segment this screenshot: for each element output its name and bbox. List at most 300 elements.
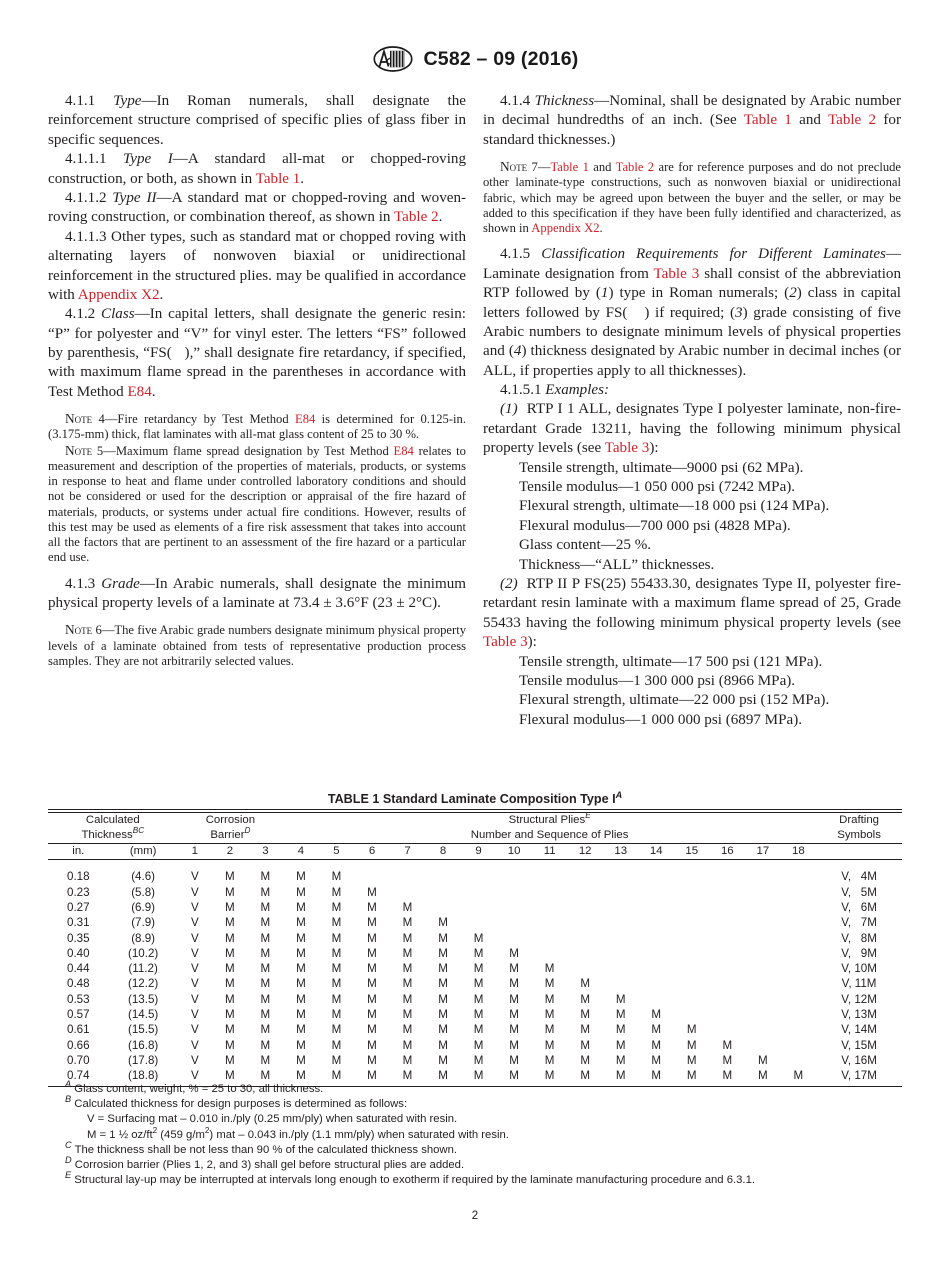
cell-ply-17 (745, 860, 781, 885)
cell-ply-3: M (260, 870, 271, 884)
cell-ply-11 (532, 946, 568, 961)
cell-ply-12: M (580, 992, 590, 1006)
note-6-text: —The five Arabic grade numbers designate minimum physical property levels of a laminate obtained from tests of representative production process samples. They are not arbitrarily selected values. (48, 623, 466, 668)
cell-ply-10: M (509, 1053, 519, 1067)
footnote-E: $^E$ Structural lay-up may be interrupted at intervals long enough to exotherm if required by the laminate manufacturing procedure and 6.3.1. (65, 1170, 755, 1187)
cell-ply-1: V (190, 1008, 199, 1021)
paragraph-4-1-5: 4.1.5 Classification Requirements for Different Laminates—Laminate designation from Table 3 shall consist of the abbreviation RTP followed by (1) type in Roman numerals; (2) class in capital letters followed by FS( ) if required; (3) grade consisting of five Arabic numbers to designate minimum levels of physical properties and (4) thickness designated by Arabic number in decimal inches (or ALL, if properties apply to all thicknesses). (483, 246, 901, 379)
cell-ply-16 (710, 976, 746, 991)
footnote-sub-3: M = 1 ½ $oz/ft^2$ (459 $g/m^2$) mat – 0.043 in./ply (1.1 mm/ply) when saturated with resin. (87, 1125, 509, 1141)
cell-ply-3: M (260, 962, 271, 976)
cell-thickness-mm: (7.9) (131, 916, 156, 930)
cell-ply-6: M (367, 1038, 377, 1052)
cell-ply-3: M (260, 992, 271, 1006)
cell-ply-12 (567, 946, 603, 961)
cell-drafting-symbol: V, 9M (841, 946, 877, 960)
table-column-header-row (48, 844, 902, 860)
cell-ply-1: V (190, 946, 199, 960)
table-1-container (48, 789, 902, 1090)
group-calculated-label: Calculated (85, 814, 140, 827)
cell-ply-10: M (509, 946, 519, 960)
cell-thickness-mm: (4.6) (131, 870, 156, 884)
cell-ply-5: M (331, 1053, 342, 1067)
col-header-ply-15: 15 (685, 845, 699, 858)
cell-ply-7: M (402, 931, 413, 945)
cell-thickness-in: 0.61 (67, 1023, 90, 1037)
col-header-ply-11: 11 (543, 845, 556, 858)
cell-ply-9: M (473, 1038, 484, 1052)
cell-ply-14: M (651, 1053, 662, 1067)
cell-thickness-mm: (12.2) (127, 977, 159, 991)
xref-table-1-c[interactable]: Table 1 (550, 160, 589, 175)
cell-thickness-mm: (10.2) (127, 946, 159, 960)
cell-ply-3: M (260, 1053, 271, 1067)
cell-ply-4: M (296, 916, 306, 930)
cell-thickness-mm: (8.9) (131, 931, 156, 945)
cell-ply-9: M (473, 1069, 484, 1083)
cell-ply-17 (745, 900, 781, 915)
cell-thickness-mm: (18.8) (127, 1069, 159, 1083)
cell-ply-13 (603, 961, 639, 976)
cell-drafting-symbol: V, 15M (841, 1038, 877, 1052)
footnote-sub-2: V = Surfacing mat – 0.010 in./ply (0.25 mm/ply) when saturated with resin. (87, 1113, 458, 1126)
table-row (48, 900, 902, 915)
cell-ply-17: M (757, 1069, 768, 1083)
xref-table-1[interactable]: Table 1 (255, 170, 301, 187)
cell-ply-9: M (473, 931, 484, 945)
xref-table-1-b[interactable]: Table 1 (743, 112, 792, 129)
cell-ply-10 (496, 860, 532, 885)
cell-ply-13: M (615, 1008, 626, 1021)
footnote-mark-A: A (65, 1079, 72, 1090)
cell-thickness-in: 0.66 (67, 1038, 90, 1052)
cell-ply-1: V (190, 870, 199, 884)
cell-ply-9: M (473, 946, 484, 960)
cell-ply-13 (603, 915, 639, 930)
cell-ply-7: M (402, 962, 413, 976)
xref-e84-2[interactable]: E84 (295, 412, 316, 427)
cell-ply-14: M (651, 1008, 662, 1021)
cell-ply-11 (532, 900, 568, 915)
cell-thickness-in: 0.27 (67, 900, 90, 914)
cell-drafting-symbol: V, 13M (841, 1008, 877, 1021)
cell-thickness-mm: (14.5) (127, 1008, 159, 1021)
cell-ply-10: M (509, 1069, 519, 1083)
cell-thickness-in: 0.57 (67, 1008, 90, 1021)
cell-ply-12: M (580, 1038, 590, 1052)
group-symbols-label: Symbols (837, 829, 881, 842)
cell-ply-15 (674, 885, 710, 900)
cell-thickness-in: 0.44 (67, 962, 90, 976)
cell-ply-10: M (509, 1023, 519, 1037)
cell-ply-16 (710, 1007, 746, 1022)
cell-ply-13: M (615, 1053, 626, 1067)
xref-e84-3[interactable]: E84 (393, 443, 414, 458)
document-title: C582 – 09 (2016) (423, 47, 579, 70)
cell-ply-11: M (544, 1053, 555, 1067)
table-row (48, 946, 902, 961)
cell-ply-4: M (296, 1069, 306, 1083)
cell-thickness-mm: (6.9) (131, 900, 156, 914)
cell-ply-12: M (580, 1023, 590, 1037)
cell-ply-12: M (580, 1069, 590, 1083)
cell-ply-18 (781, 1022, 817, 1037)
cell-ply-12 (567, 860, 603, 885)
cell-ply-13 (603, 976, 639, 991)
cell-ply-15: M (686, 1038, 697, 1052)
cell-ply-3: M (260, 931, 271, 945)
cell-ply-2: M (225, 962, 235, 976)
cell-ply-6: M (367, 1023, 377, 1037)
cell-drafting-symbol: V, 5M (841, 885, 877, 899)
col-header-ply-3: 3 (262, 845, 269, 858)
cell-ply-3: M (260, 916, 271, 930)
cell-ply-2: M (225, 1038, 235, 1052)
cell-ply-17 (745, 1007, 781, 1022)
cell-ply-15 (674, 900, 710, 915)
cell-ply-9 (461, 885, 497, 900)
paragraph-4-1-2: 4.1.2 Class—In capital letters, shall designate the generic resin: “P” for polyester and “V” for vinyl ester. The letters “FS” followed by parenthesis, “FS( ),” shall designate fire retardancy, if specified, with maximum flame spread in the parentheses in accordance with Test Method E84. (48, 306, 466, 400)
table-row (48, 885, 902, 900)
cell-drafting-symbol: V, 11M (841, 977, 877, 991)
cell-ply-4: M (296, 1008, 306, 1021)
cell-drafting-symbol: V, 10M (841, 962, 877, 976)
cell-ply-18: M (793, 1069, 804, 1083)
cell-thickness-in: 0.74 (67, 1069, 90, 1083)
left-text-column (48, 92, 466, 669)
cell-ply-2: M (225, 870, 235, 884)
footnote-mark-E: E (65, 1170, 72, 1181)
cell-ply-11: M (544, 992, 555, 1006)
cell-ply-14: M (651, 1023, 662, 1037)
cell-ply-17 (745, 992, 781, 1007)
footnote-A: $^A$ Glass content, weight, % = 25 to 30, all thickness. (65, 1079, 324, 1095)
cell-thickness-in: 0.48 (67, 977, 90, 991)
cell-ply-10: M (509, 1008, 519, 1021)
cell-ply-3: M (260, 1023, 271, 1037)
cell-ply-15 (674, 992, 710, 1007)
cell-ply-2: M (225, 900, 235, 914)
astm-logo-icon (372, 44, 414, 74)
cell-ply-17: M (757, 1053, 768, 1067)
cell-ply-8: M (438, 992, 448, 1006)
cell-ply-15 (674, 946, 710, 961)
cell-ply-18 (781, 1007, 817, 1022)
cell-ply-8 (425, 885, 461, 900)
example-1: (1) RTP I 1 ALL, designates Type I polyester laminate, non-fire-retardant Grade 13211, having the following minimum physical property levels (see Table 3): (483, 401, 901, 457)
cell-ply-6: M (367, 977, 377, 991)
cell-thickness-in: 0.23 (67, 885, 90, 899)
cell-ply-16 (710, 992, 746, 1007)
paragraph-4-1-1 (48, 92, 466, 150)
cell-ply-6 (354, 860, 390, 885)
cell-ply-18 (781, 946, 817, 961)
cell-ply-5: M (331, 885, 342, 899)
cell-ply-18 (781, 885, 817, 900)
cell-ply-3: M (260, 885, 271, 899)
cell-ply-15 (674, 915, 710, 930)
cell-ply-16: M (722, 1038, 733, 1052)
example-1-item-5: Thickness—“ALL” thicknesses. (519, 556, 715, 573)
page-number: 2 (471, 1210, 479, 1222)
cell-thickness-in: 0.35 (67, 931, 90, 945)
cell-ply-18 (781, 931, 817, 946)
cell-ply-12 (567, 961, 603, 976)
cell-ply-18 (781, 900, 817, 915)
cell-ply-9 (461, 860, 497, 885)
col-header-ply-1: 1 (191, 845, 199, 858)
cell-ply-5: M (331, 900, 342, 914)
cell-ply-3: M (260, 946, 271, 960)
cell-ply-2: M (225, 1053, 235, 1067)
cell-ply-16 (710, 961, 746, 976)
cell-ply-7: M (402, 900, 413, 914)
cell-ply-8: M (438, 1038, 448, 1052)
cell-ply-9: M (473, 1053, 484, 1067)
cell-ply-8: M (438, 931, 448, 945)
cell-ply-7: M (402, 946, 413, 960)
cell-ply-16: M (722, 1069, 733, 1083)
cell-ply-15 (674, 931, 710, 946)
cell-ply-11: M (544, 977, 555, 991)
cell-ply-8: M (438, 1053, 448, 1067)
cell-ply-16 (710, 885, 746, 900)
cell-ply-8: M (438, 977, 448, 991)
cell-ply-18 (781, 860, 817, 885)
xref-table-2-c[interactable]: Table 2 (615, 160, 655, 175)
cell-ply-15 (674, 976, 710, 991)
col-header-ply-8: 8 (439, 845, 447, 858)
cell-ply-13: M (615, 1038, 626, 1052)
cell-ply-11 (532, 860, 568, 885)
cell-thickness-mm: (16.8) (127, 1038, 159, 1052)
example-2-item-2: Flexural strength, ultimate—22 000 psi (152 MPa). (519, 692, 830, 709)
cell-ply-5: M (331, 1008, 342, 1021)
xref-appendix-x2-b[interactable]: Appendix X2 (531, 221, 600, 236)
cell-ply-14 (638, 900, 674, 915)
cell-thickness-in: 0.18 (67, 870, 90, 884)
cell-ply-18 (781, 1038, 817, 1053)
group-corrosion-label: Corrosion (205, 814, 256, 827)
col-header-ply-14: 14 (649, 845, 663, 858)
cell-ply-11: M (544, 1008, 555, 1021)
cell-ply-4: M (296, 885, 306, 899)
cell-ply-4: M (296, 931, 306, 945)
cell-drafting-symbol: V, 8M (841, 931, 877, 945)
cell-ply-1: V (190, 962, 199, 976)
cell-ply-4: M (296, 1053, 306, 1067)
cell-ply-15 (674, 860, 710, 885)
cell-ply-14 (638, 931, 674, 946)
cell-ply-13: M (615, 1069, 626, 1083)
example-1-item-3: Flexural modulus—700 000 psi (4828 MPa). (519, 517, 791, 534)
footnote-mark-B: B (65, 1094, 72, 1105)
cell-ply-16 (710, 860, 746, 885)
cell-ply-10 (496, 931, 532, 946)
cell-drafting-symbol: V, 6M (841, 900, 877, 914)
cell-ply-12 (567, 915, 603, 930)
cell-ply-11 (532, 931, 568, 946)
table-row (48, 976, 902, 991)
table-1-caption-footnote-mark: A (615, 789, 623, 800)
col-header-ply-18: 18 (792, 845, 805, 858)
note-7: Note 7—Table 1 and Table 2 are for reference purposes and do not preclude other laminate-type constructions, such as nonwoven biaxial or unidirectional fabric, which may be agreed upon between the buyer and the seller, or may be added to this specification if they have been fully identified and characterized, as shown in Appendix X2. (483, 159, 902, 236)
paragraph-4-1-1-1: 4.1.1.1 Type I—A standard all-mat or chopped-roving construction, or both, as shown in Table 1. (48, 151, 466, 187)
cell-ply-11: M (544, 962, 555, 976)
col-header-ply-2: 2 (226, 845, 234, 858)
paragraph-4-1-4: 4.1.4 Thickness—Nominal, shall be designated by Arabic number in decimal hundredths of an inch. (See Table 1 and Table 2 for standard thicknesses.) (483, 93, 902, 148)
cell-ply-8 (425, 900, 461, 915)
cell-ply-13 (603, 900, 639, 915)
cell-thickness-in: 0.70 (67, 1053, 90, 1067)
xref-table-2[interactable]: Table 2 (393, 209, 439, 226)
cell-ply-5: M (331, 916, 342, 930)
cell-ply-9 (461, 915, 497, 930)
cell-ply-10 (496, 915, 532, 930)
col-header-ply-13: 13 (614, 845, 628, 858)
cell-ply-7: M (402, 1008, 413, 1021)
cell-ply-16 (710, 931, 746, 946)
table-1 (48, 813, 902, 1086)
paragraph-4-1-1-3: 4.1.1.3 Other types, such as standard mat or chopped roving with alternating layers of nonwoven biaxial or unidirectional reinforcement in the structured plies. may be qualified in accordance with Appendix X2. (48, 228, 466, 303)
document-header (0, 44, 950, 74)
cell-ply-16 (710, 1022, 746, 1037)
cell-ply-9: M (473, 1008, 484, 1021)
cell-ply-17 (745, 946, 781, 961)
cell-ply-14 (638, 860, 674, 885)
cell-ply-18 (781, 992, 817, 1007)
group-barrier-footnote-mark: D (244, 826, 251, 836)
cell-ply-1: V (190, 1023, 199, 1037)
cell-ply-17 (745, 915, 781, 930)
cell-thickness-in: 0.53 (67, 992, 90, 1006)
note-6: Note 6—The five Arabic grade numbers designate minimum physical property levels of a laminate obtained from tests of representative production process samples. They are not arbitrarily selected values. (48, 622, 466, 668)
cell-ply-8 (425, 860, 461, 885)
table-row (48, 961, 902, 976)
cell-ply-9: M (473, 962, 484, 976)
paragraph-4-1-3: 4.1.3 Grade—In Arabic numerals, shall designate the minimum physical property levels of a laminate at 73.4 ± 3.6°F (23 ± 2°C). (48, 575, 466, 611)
xref-table-3-c[interactable]: Table 3 (483, 634, 528, 651)
cell-ply-5: M (331, 870, 342, 884)
example-2-item-3: Flexural modulus—1 000 000 psi (6897 MPa). (519, 711, 803, 728)
cell-ply-1: V (190, 1038, 199, 1052)
cell-ply-3: M (260, 977, 271, 991)
col-header-ply-5: 5 (333, 845, 340, 858)
xref-table-3-a[interactable]: Table 3 (653, 265, 700, 282)
table-row (48, 915, 902, 930)
cell-ply-7 (390, 860, 426, 885)
example-1-item-2: Flexural strength, ultimate—18 000 psi (124 MPa). (519, 498, 830, 515)
note-4: Note 4—Fire retardancy by Test Method E84 is determined for 0.125-in. (3.175-mm) thick, flat laminates with all-mat glass content of 25 to 30 %. (48, 411, 466, 442)
cell-ply-3: M (260, 900, 271, 914)
cell-thickness-mm: (17.8) (127, 1053, 159, 1067)
cell-ply-8: M (438, 1023, 448, 1037)
table-row (48, 931, 902, 946)
col-header-in: in. (72, 845, 85, 858)
footnote-mark-D: D (65, 1155, 72, 1166)
group-thickness-footnote-mark: BC (132, 826, 145, 836)
col-header-ply-10: 10 (507, 845, 521, 858)
cell-drafting-symbol: V, 17M (841, 1069, 877, 1083)
cell-ply-1: V (190, 977, 199, 991)
footnote-B: $^B$ Calculated thickness for design purposes is determined as follows: (65, 1094, 408, 1111)
cell-ply-17 (745, 976, 781, 991)
col-header-ply-16: 16 (720, 845, 734, 858)
cell-ply-4: M (296, 946, 306, 960)
xref-e84-1[interactable]: E84 (127, 383, 152, 400)
paragraph-4-1-5-1: 4.1.5.1 Examples: (500, 382, 609, 399)
xref-appendix-x2[interactable]: Appendix X2 (77, 286, 160, 303)
cell-ply-7: M (402, 977, 413, 991)
cell-ply-10 (496, 900, 532, 915)
group-barrier-label: Barrier (210, 829, 245, 842)
cell-ply-17 (745, 1038, 781, 1053)
table-1-caption (48, 789, 902, 809)
example-2: (2) RTP II P FS(25) 55433.30, designates Type II, polyester fire-retardant resin laminate with a maximum flame spread of 25, Grade 55433 having the following minimum physical property levels (see Table 3): (483, 575, 901, 651)
col-header-ply-17: 17 (756, 845, 770, 858)
cell-ply-1: V (190, 931, 199, 945)
cell-ply-5: M (331, 1023, 342, 1037)
xref-table-3-b[interactable]: Table 3 (604, 440, 650, 457)
cell-ply-11: M (544, 1038, 555, 1052)
cell-ply-1: V (190, 900, 199, 914)
cell-drafting-symbol: V, 7M (841, 916, 877, 930)
cell-ply-17 (745, 961, 781, 976)
table-row (48, 992, 902, 1007)
cell-ply-15: M (686, 1053, 697, 1067)
cell-ply-14 (638, 992, 674, 1007)
cell-ply-2: M (225, 1008, 235, 1021)
cell-ply-1: V (190, 916, 199, 930)
cell-ply-6: M (367, 992, 377, 1006)
group-header-drafting-symbols (816, 813, 902, 844)
table-group-header-row (48, 813, 902, 844)
cell-ply-12 (567, 931, 603, 946)
group-structural-label: Structural Plies (508, 814, 586, 827)
footnote-D: $^D$ Corrosion barrier (Plies 1, 2, and 3) shall gel before structural plies are added. (65, 1155, 465, 1171)
cell-ply-14 (638, 976, 674, 991)
cell-ply-5: M (331, 962, 342, 976)
cell-ply-13 (603, 931, 639, 946)
xref-table-2-b[interactable]: Table 2 (827, 112, 877, 129)
cell-ply-7: M (402, 1069, 413, 1083)
example-2-item-1: Tensile modulus—1 300 000 psi (8966 MPa). (519, 672, 796, 689)
cell-ply-5: M (331, 931, 342, 945)
cell-ply-11: M (544, 1023, 555, 1037)
example-1-item-1: Tensile modulus—1 050 000 psi (7242 MPa). (519, 479, 796, 496)
table-row (48, 1038, 902, 1053)
table-row (48, 1053, 902, 1068)
cell-ply-5: M (331, 1069, 342, 1083)
cell-ply-14: M (651, 1069, 662, 1083)
cell-ply-8: M (438, 1008, 448, 1021)
cell-ply-9: M (473, 992, 484, 1006)
group-header-calculated-thickness (48, 813, 178, 844)
right-text-column (483, 92, 901, 730)
cell-ply-12 (567, 900, 603, 915)
cell-ply-2: M (225, 977, 235, 991)
cell-ply-16: M (722, 1053, 733, 1067)
cell-ply-2: M (225, 916, 235, 930)
cell-ply-13: M (615, 1023, 626, 1037)
cell-ply-9: M (473, 1023, 484, 1037)
cell-ply-10: M (509, 1038, 519, 1052)
cell-ply-11: M (544, 1069, 555, 1083)
cell-ply-15 (674, 1007, 710, 1022)
cell-drafting-symbol: V, 16M (841, 1053, 877, 1067)
cell-ply-11 (532, 915, 568, 930)
cell-ply-8: M (438, 1069, 448, 1083)
